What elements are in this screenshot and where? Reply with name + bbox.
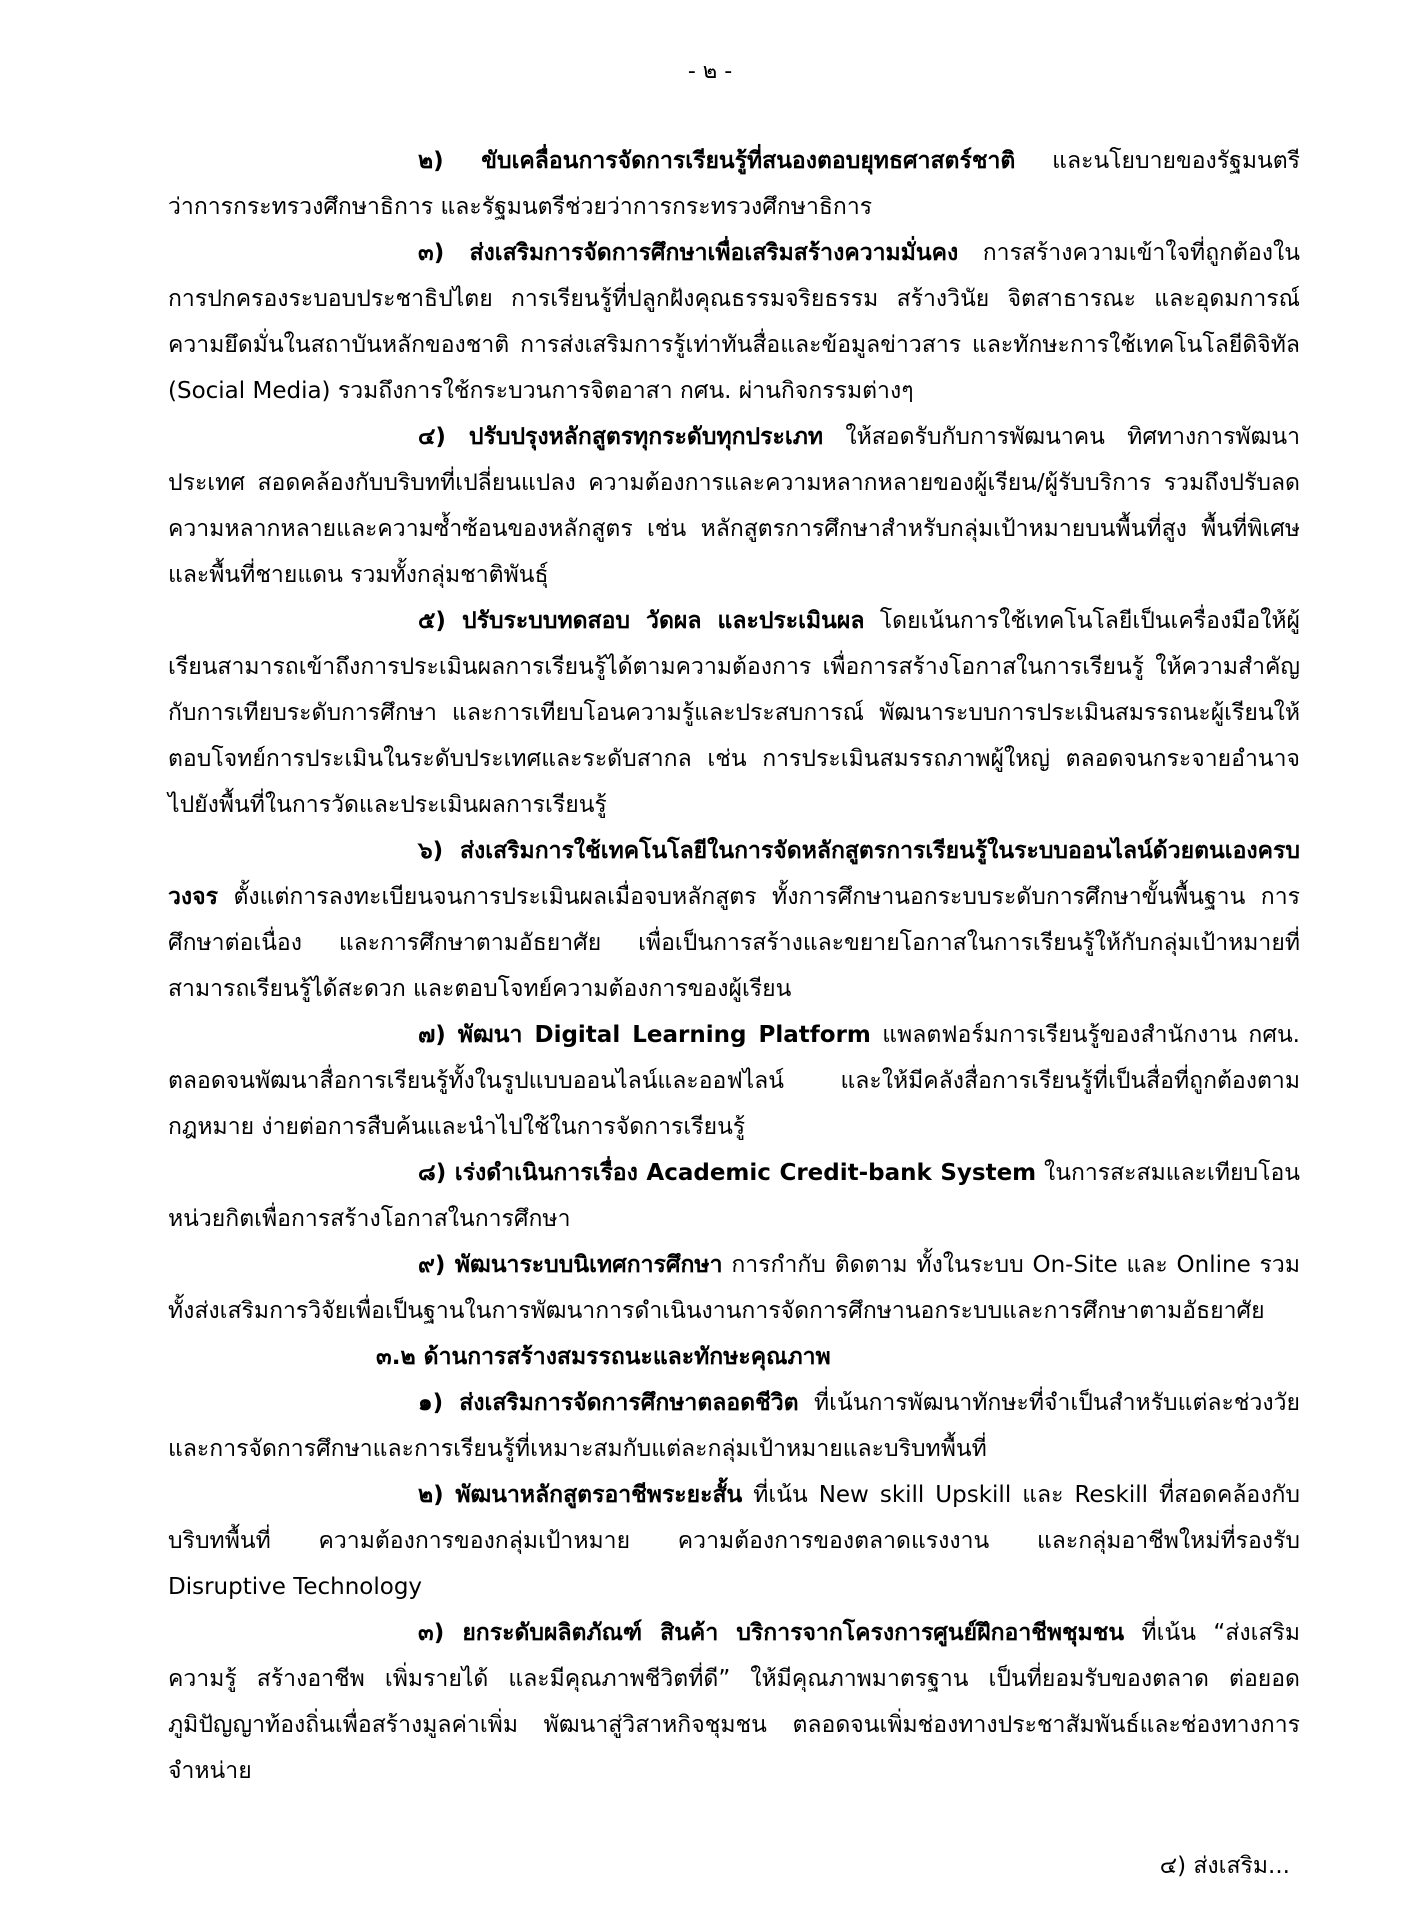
paragraph-lead: ๒) พัฒนาหลักสูตรอาชีพระยะสั้น	[418, 1482, 743, 1508]
paragraph-body: และนโยบายของรัฐมนตรีว่าการกระทรวงศึกษาธิการ และรัฐมนตรีช่วยว่าการกระทรวงศึกษาธิการ	[168, 148, 1300, 220]
paragraph-body: แพลตฟอร์มการเรียนรู้ของสำนักงาน กศน. ตลอดจนพัฒนาสื่อการเรียนรู้ทั้งในรูปแบบออนไลน์และออฟไลน์ และให้มีคลังสื่อการเรียนรู้ที่เป็นสื่อที่ถูกต้องตามกฎหมาย ง่ายต่อการสืบค้นและนำไปใช้ในการจัดการเรียนรู้	[168, 1022, 1300, 1140]
document-body	[168, 138, 1300, 1794]
page-number: - ๒ -	[687, 59, 733, 84]
paragraph-lead: ๓) ส่งเสริมการจัดการศึกษาเพื่อเสริมสร้างความมั่นคง	[418, 240, 959, 266]
section-heading	[168, 1334, 1300, 1380]
paragraph-body: โดยเน้นการใช้เทคโนโลยีเป็นเครื่องมือให้ผู้เรียนสามารถเข้าถึงการประเมินผลการเรียนรู้ได้ตามความต้องการ เพื่อการสร้างโอกาสในการเรียนรู้ ให้ความสำคัญกับการเทียบระดับการศึกษา และการเทียบโอนความรู้และประสบการณ์ พัฒนาระบบการประเมินสมรรถนะผู้เรียนให้ตอบโจทย์การประเมินในระดับประเทศและระดับสากล เช่น การประเมินสมรรถภาพผู้ใหญ่ ตลอดจนกระจายอำนาจไปยังพื้นที่ในการวัดและประเมินผลการเรียนรู้	[168, 608, 1301, 818]
paragraph-body: ที่เน้น New skill Upskill และ Reskill ที่สอดคล้องกับบริบทพื้นที่ ความต้องการของกลุ่มเป้าหมาย ความต้องการของตลาดแรงงาน และกลุ่มอาชีพใหม่ที่รองรับ Disruptive Technology	[168, 1482, 1300, 1600]
paragraph-lead: ๓) ยกระดับผลิตภัณฑ์ สินค้า บริการจากโครงการศูนย์ฝึกอาชีพชุมชน	[418, 1620, 1125, 1646]
paragraph	[168, 230, 1300, 414]
paragraph	[168, 1380, 1300, 1472]
paragraph-body: ในการสะสมและเทียบโอนหน่วยกิตเพื่อการสร้างโอกาสในการศึกษา	[168, 1160, 1301, 1232]
paragraph	[168, 138, 1300, 230]
paragraph-body: ที่เน้น “ส่งเสริมความรู้ สร้างอาชีพ เพิ่มรายได้ และมีคุณภาพชีวิตที่ดี” ให้มีคุณภาพมาตรฐาน เป็นที่ยอมรับของตลาด ต่อยอดภูมิปัญญาท้องถิ่นเพื่อสร้างมูลค่าเพิ่ม พัฒนาสู่วิสาหกิจชุมชน ตลอดจนเพิ่มช่องทางประชาสัมพันธ์และช่องทางการจำหน่าย	[168, 1620, 1300, 1784]
paragraph-lead: ๕) ปรับระบบทดสอบ วัดผล และประเมินผล	[418, 608, 865, 634]
continuation-mark: ๔) ส่งเสริม...	[1159, 1853, 1290, 1879]
paragraph-lead: ๗) พัฒนา Digital Learning Platform	[418, 1022, 871, 1048]
paragraph	[168, 1610, 1300, 1794]
paragraph-body: ตั้งแต่การลงทะเบียนจนการประเมินผลเมื่อจบหลักสูตร ทั้งการศึกษานอกระบบระดับการศึกษาขั้นพื้นฐาน การศึกษาต่อเนื่อง และการศึกษาตามอัธยาศัย เพื่อเป็นการสร้างและขยายโอกาสในการเรียนรู้ให้กับกลุ่มเป้าหมายที่สามารถเรียนรู้ได้สะดวก และตอบโจทย์ความต้องการของผู้เรียน	[168, 884, 1300, 1002]
paragraph-lead: ๔) ปรับปรุงหลักสูตรทุกระดับทุกประเภท	[418, 424, 824, 450]
paragraph-lead: ๘) เร่งดำเนินการเรื่อง Academic Credit-bank System	[418, 1160, 1037, 1186]
paragraph-body: ให้สอดรับกับการพัฒนาคน ทิศทางการพัฒนาประเทศ สอดคล้องกับบริบทที่เปลี่ยนแปลง ความต้องการและความหลากหลายของผู้เรียน/ผู้รับบริการ รวมถึงปรับลดความหลากหลายและความซ้ำซ้อนของหลักสูตร เช่น หลักสูตรการศึกษาสำหรับกลุ่มเป้าหมายบนพื้นที่สูง พื้นที่พิเศษและพื้นที่ชายแดน รวมทั้งกลุ่มชาติพันธุ์	[168, 424, 1300, 588]
paragraph-lead: ๙) พัฒนาระบบนิเทศการศึกษา	[418, 1252, 723, 1278]
paragraph	[168, 598, 1300, 828]
paragraph-lead: ๑) ส่งเสริมการจัดการศึกษาตลอดชีวิต	[418, 1390, 799, 1416]
paragraph-body: การกำกับ ติดตาม ทั้งในระบบ On-Site และ Online รวมทั้งส่งเสริมการวิจัยเพื่อเป็นฐานในการพัฒนาการดำเนินงานการจัดการศึกษานอกระบบและการศึกษาตามอัธยาศัย	[168, 1252, 1300, 1324]
paragraph-body: ที่เน้นการพัฒนาทักษะที่จำเป็นสำหรับแต่ละช่วงวัย และการจัดการศึกษาและการเรียนรู้ที่เหมาะสมกับแต่ละกลุ่มเป้าหมายและบริบทพื้นที่	[168, 1390, 1301, 1462]
paragraph	[168, 1012, 1300, 1150]
paragraph-lead: ๒) ขับเคลื่อนการจัดการเรียนรู้ที่สนองตอบยุทธศาสตร์ชาติ	[418, 148, 1016, 174]
paragraph	[168, 1242, 1300, 1334]
paragraph-lead: ๖) ส่งเสริมการใช้เทคโนโลยีในการจัดหลักสูตรการเรียนรู้ในระบบออนไลน์ด้วยตนเองครบวงจร	[168, 838, 1300, 910]
paragraph	[168, 1150, 1300, 1242]
paragraph-body: การสร้างความเข้าใจที่ถูกต้องในการปกครองระบอบประชาธิปไตย การเรียนรู้ที่ปลูกฝังคุณธรรมจริยธรรม สร้างวินัย จิตสาธารณะ และอุดมการณ์ความยึดมั่นในสถาบันหลักของชาติ การส่งเสริมการรู้เท่าทันสื่อและข้อมูลข่าวสาร และทักษะการใช้เทคโนโลยีดิจิทัล (Social Media) รวมถึงการใช้กระบวนการจิตอาสา กศน. ผ่านกิจกรรมต่างๆ	[168, 240, 1300, 404]
paragraph	[168, 828, 1300, 1012]
paragraph	[168, 1472, 1300, 1610]
paragraph	[168, 414, 1300, 598]
section-heading-text: ๓.๒ ด้านการสร้างสมรรถนะและทักษะคุณภาพ	[376, 1344, 831, 1370]
